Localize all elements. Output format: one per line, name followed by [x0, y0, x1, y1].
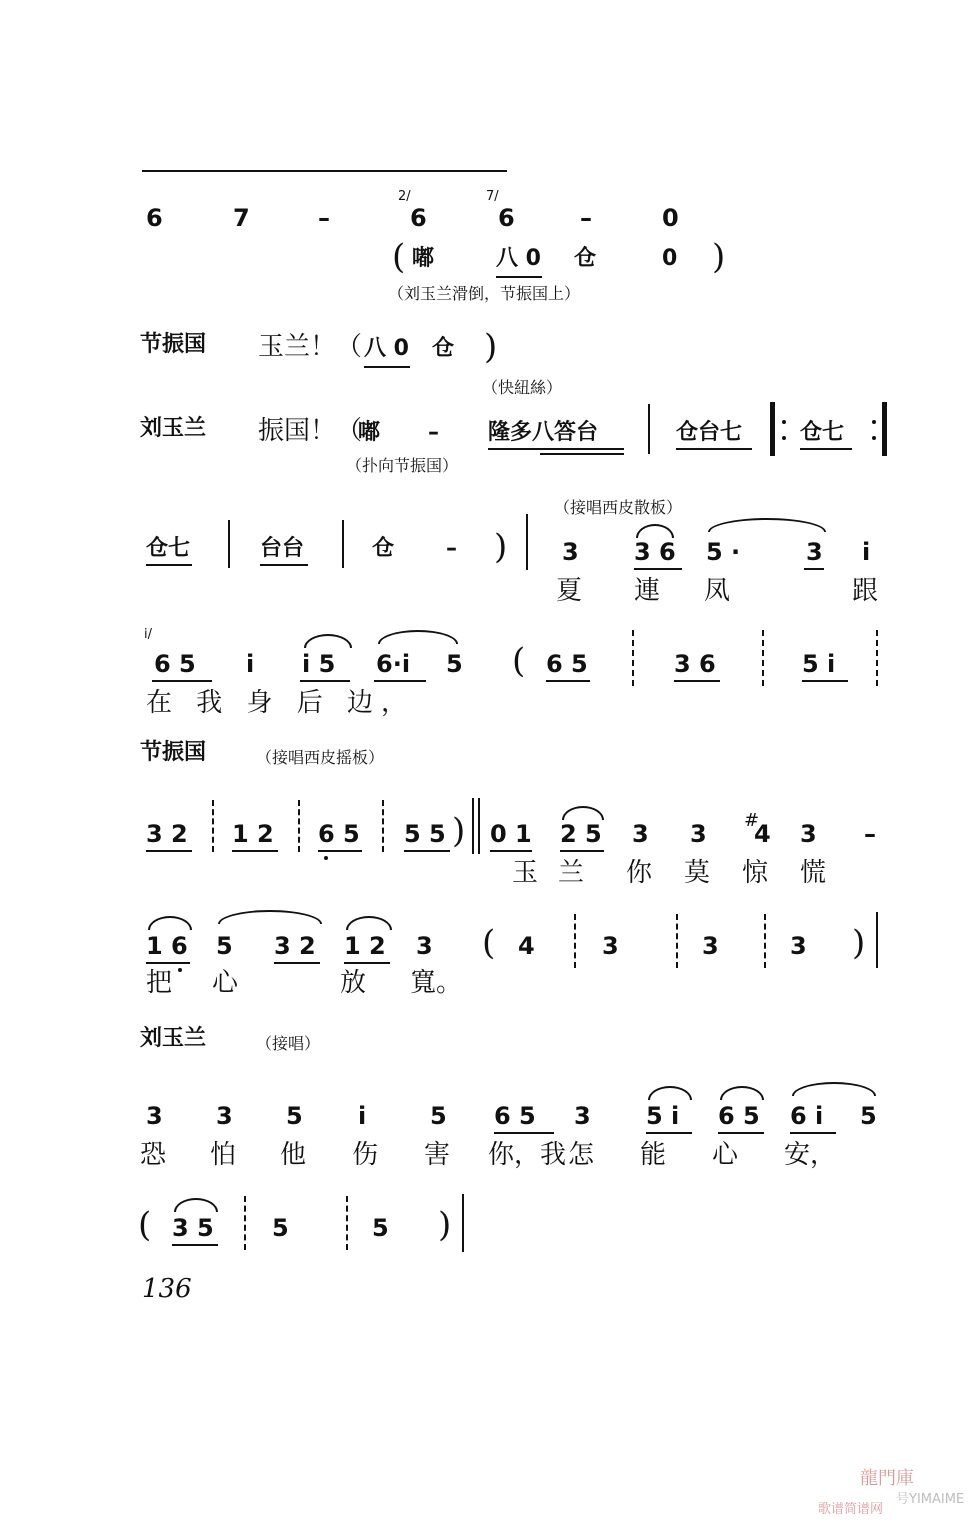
dashed-barline	[382, 800, 384, 852]
slur	[174, 1198, 218, 1212]
barline	[462, 1194, 464, 1252]
speaker-label: 节振国	[140, 740, 207, 765]
lyric: 伤	[352, 1140, 379, 1170]
speaker-label: 刘玉兰	[140, 416, 207, 441]
note: 6 5	[494, 1102, 536, 1130]
barline	[228, 520, 230, 568]
note: –	[580, 204, 592, 232]
barline	[876, 912, 878, 968]
slur	[304, 634, 352, 648]
note: 1 6	[146, 932, 188, 960]
note: 5	[216, 932, 233, 960]
lyric: 寬。	[410, 968, 463, 998]
stage-direction: （接唱西皮散板）	[554, 498, 683, 517]
note: 6·i	[376, 650, 411, 678]
lyric: 害	[424, 1140, 451, 1170]
note: 3	[216, 1102, 233, 1130]
note: 5	[430, 1102, 447, 1130]
note: 1 2	[232, 820, 274, 848]
slur	[148, 916, 192, 930]
underline	[718, 1132, 764, 1134]
note: 6 5	[546, 650, 588, 678]
lyric: 連	[634, 576, 661, 606]
stage-direction: （扑向节振国）	[346, 456, 459, 475]
barline	[342, 520, 344, 568]
note: 3 2	[146, 820, 188, 848]
note: 0 1	[490, 820, 532, 848]
barline	[478, 798, 480, 854]
underline	[300, 680, 350, 682]
note: 5	[372, 1214, 389, 1242]
dashed-barline	[298, 800, 300, 852]
repeat-start-barline	[770, 402, 775, 456]
underline	[274, 962, 320, 964]
underline	[674, 680, 720, 682]
lyric-line: 在 我 身 后 边，	[146, 688, 416, 718]
slur	[562, 806, 604, 820]
paren-close: )	[494, 527, 508, 567]
repeat-dot	[872, 436, 876, 440]
underline	[494, 1132, 554, 1134]
dashed-barline	[676, 914, 678, 968]
repeat-end-barline	[882, 402, 887, 456]
note: 3	[790, 932, 807, 960]
lyric: 怕	[210, 1140, 237, 1170]
note: 3 5	[172, 1214, 214, 1242]
percussion: –	[446, 536, 457, 561]
lyric: 玉	[512, 858, 539, 888]
underline	[634, 568, 682, 570]
lyric: 把	[146, 968, 173, 998]
lyric: 兰	[558, 858, 585, 888]
note: i	[862, 538, 871, 566]
note: 3 6	[674, 650, 716, 678]
underline	[676, 448, 752, 450]
underline	[790, 1132, 836, 1134]
underline	[146, 850, 192, 852]
note: 3	[416, 932, 433, 960]
note: 3 2	[274, 932, 316, 960]
barline	[648, 404, 650, 454]
repeat-dot	[872, 420, 876, 424]
note: 3	[632, 820, 649, 848]
slur	[792, 1082, 876, 1096]
tempo-marking: （快紐絲）	[482, 378, 563, 397]
slur	[218, 910, 322, 924]
percussion: 八 0	[496, 246, 541, 271]
watermark-site: 歌谱简谱网	[818, 1502, 884, 1517]
note: 1 2	[344, 932, 386, 960]
sharp-sign: #	[744, 810, 760, 831]
lyric: 心	[212, 968, 239, 998]
underline	[802, 680, 848, 682]
grace-note: i/	[144, 627, 152, 642]
dashed-barline	[762, 630, 764, 686]
note: 3	[800, 820, 817, 848]
underline	[540, 453, 624, 455]
underline	[146, 962, 190, 964]
underline	[560, 850, 604, 852]
low-octave-dot	[324, 856, 328, 860]
spoken-line: 振国！（	[258, 416, 363, 446]
lyric: 跟	[852, 576, 879, 606]
top-rule	[142, 170, 507, 172]
paren-close: )	[712, 237, 726, 277]
note: –	[318, 204, 330, 232]
underline	[146, 564, 192, 566]
note: 3	[574, 1102, 591, 1130]
dashed-barline	[346, 1196, 348, 1250]
lyric: 能	[640, 1140, 667, 1170]
percussion: 仓	[372, 536, 395, 561]
lyric: 惊	[742, 858, 769, 888]
underline	[490, 850, 532, 852]
repeat-dot	[782, 436, 786, 440]
percussion: –	[428, 420, 439, 445]
barline	[472, 798, 474, 854]
watermark-brand: 龍門庫	[860, 1468, 914, 1489]
underline	[804, 568, 824, 570]
underline	[364, 366, 410, 368]
paren-open: (	[512, 641, 526, 681]
note: 4	[518, 932, 535, 960]
lyric: 慌	[800, 858, 827, 888]
slur	[636, 524, 674, 538]
dashed-barline	[632, 630, 634, 686]
underline	[232, 850, 278, 852]
percussion: 台台	[260, 536, 305, 561]
percussion: 嘟	[412, 246, 435, 271]
lyric: 夏	[556, 576, 583, 606]
percussion: 仓七	[146, 536, 191, 561]
lyric: 你	[626, 858, 653, 888]
grace-note: 2/	[398, 189, 411, 204]
underline	[172, 1244, 218, 1246]
watermark-id: 号YIMAIME	[896, 1492, 965, 1507]
lyric: 安，	[784, 1140, 837, 1170]
percussion: 0	[662, 246, 678, 271]
percussion: 仓	[574, 246, 597, 271]
underline	[646, 1132, 692, 1134]
note: 6 5	[718, 1102, 760, 1130]
note: 5 5	[404, 820, 446, 848]
stage-direction: （接唱西皮摇板）	[256, 748, 385, 767]
note: 5 ·	[706, 538, 741, 566]
note: 6 5	[318, 820, 360, 848]
note: i 5	[302, 650, 336, 678]
lyric: 凤	[704, 576, 731, 606]
note: 3	[146, 1102, 163, 1130]
lyric: 放	[340, 968, 367, 998]
note: 2 5	[560, 820, 602, 848]
underline	[152, 680, 212, 682]
repeat-dot	[782, 420, 786, 424]
low-octave-dot	[178, 968, 182, 972]
lyric: 恐	[140, 1140, 167, 1170]
note: 0	[662, 204, 679, 232]
note: –	[864, 820, 876, 848]
slur	[346, 916, 392, 930]
page-number: 136	[142, 1274, 192, 1304]
note: 6	[146, 204, 163, 232]
percussion: 仓	[432, 336, 455, 361]
note: 6 5	[154, 650, 196, 678]
paren-open: (	[392, 237, 406, 277]
underline	[374, 680, 426, 682]
note: 6	[498, 204, 515, 232]
underline	[404, 850, 450, 852]
dashed-barline	[244, 1196, 246, 1250]
spoken-line: 玉兰！（	[258, 332, 363, 362]
speaker-label: 刘玉兰	[140, 1026, 207, 1051]
dashed-barline	[876, 630, 878, 686]
note: 3 6	[634, 538, 676, 566]
lyric: 莫	[684, 858, 711, 888]
note: 5	[446, 650, 463, 678]
stage-direction: （刘玉兰滑倒，节振国上）	[388, 284, 581, 303]
paren-open: (	[138, 1205, 152, 1245]
note: 6	[410, 204, 427, 232]
note: i	[358, 1102, 367, 1130]
percussion: 仓台七	[676, 420, 743, 445]
underline	[800, 448, 852, 450]
underline	[344, 962, 390, 964]
lyric: 他	[280, 1140, 307, 1170]
lyric: 心	[712, 1140, 739, 1170]
note: 3	[562, 538, 579, 566]
note: 3	[690, 820, 707, 848]
lyric: 你，我	[488, 1140, 567, 1170]
paren-close: )	[484, 327, 498, 367]
note: 3	[806, 538, 823, 566]
slur	[720, 1086, 764, 1100]
percussion: 八 0	[364, 336, 409, 361]
slur	[378, 630, 458, 644]
grace-note: 7/	[486, 189, 499, 204]
underline	[488, 448, 624, 450]
stage-direction: （接唱）	[256, 1034, 321, 1053]
note: i	[246, 650, 255, 678]
paren-open: (	[482, 923, 496, 963]
note: 5 i	[802, 650, 836, 678]
percussion: 仓七	[800, 420, 845, 445]
paren-close: )	[438, 1205, 452, 1245]
paren-close: )	[852, 923, 866, 963]
slur	[648, 1086, 692, 1100]
percussion: 嘟	[358, 420, 381, 445]
percussion: 隆多八答台	[488, 420, 599, 445]
underline	[496, 276, 542, 278]
underline	[318, 850, 362, 852]
note: 3	[602, 932, 619, 960]
note: 5 i	[646, 1102, 680, 1130]
note: 6 i	[790, 1102, 824, 1130]
note: 3	[702, 932, 719, 960]
note: 4	[754, 820, 771, 848]
note: 5	[286, 1102, 303, 1130]
note: 7	[233, 204, 250, 232]
dashed-barline	[764, 914, 766, 968]
slur	[708, 518, 826, 532]
dashed-barline	[212, 800, 214, 852]
dashed-barline	[574, 914, 576, 968]
barline	[526, 514, 528, 570]
underline	[260, 564, 308, 566]
note: 5	[272, 1214, 289, 1242]
lyric: 怎	[568, 1140, 595, 1170]
note: 5	[860, 1102, 877, 1130]
paren-close: )	[452, 811, 466, 851]
underline	[546, 680, 590, 682]
speaker-label: 节振国	[140, 332, 207, 357]
